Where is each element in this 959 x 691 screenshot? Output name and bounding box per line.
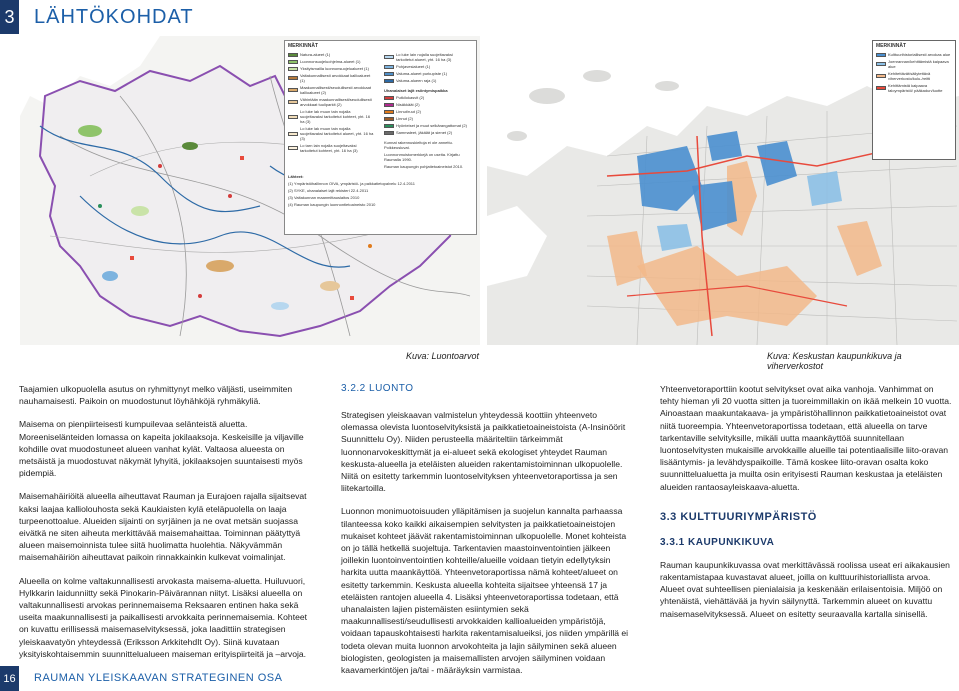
legend-sources-heading: Lähteet: <box>288 174 304 179</box>
legend-label: Kulttuurihistoriallisesti arvokas alue <box>888 52 951 57</box>
body-paragraph: Alueella on kolme valtakunnallisesti arvokasta maisema-aluetta. Huiluvuori, Hylkkarin laidunniitty sekä Pinokarin-Päivärannan niityt. Lisäksi alueella on valtakunnallisesti arvokas perinnemaisema Reksaaren entinen haka sekä useita maakunnallisesti ja paikallisesti arvokkaita perinnemaisemia. Kohteet on kuvattu erillisessä maisemaselvityksessä, joka laadittiin strategisen yleiskaavatyön yhteydessä (Eriksson ArkkitehdIt Oy). Siinä kuvataan yksityiskohtaisemmin suunnittelualueen maiseman erityispiirteitä ja –arvoja. <box>19 575 308 659</box>
legend-item <box>285 96 377 108</box>
legend-label: Pohjavesialueet (1) <box>396 64 431 69</box>
legend-column-b <box>381 51 473 170</box>
legend-note: Luonnonmuistomerkkejä on useita. Kirjattu Raumalla 1990. <box>384 152 460 162</box>
section-heading-luonto: 3.2.2 LUONTO <box>341 383 414 394</box>
legend-label: Yksityismailla luonnonsuojelualueet (1) <box>300 66 369 71</box>
legend-item <box>285 125 377 142</box>
legend-item <box>381 108 473 115</box>
chapter-title: LÄHTÖKOHDAT <box>34 6 194 28</box>
legend-item <box>873 82 955 94</box>
legend-item <box>381 94 473 101</box>
legend-note: Kunnat rakennuskieltoja ei ole annettu. Poikkeusluvat. <box>384 140 453 150</box>
legend-item <box>381 70 473 77</box>
legend-item <box>285 58 377 65</box>
legend-swatch <box>384 131 394 135</box>
legend-swatch <box>384 79 394 83</box>
legend-column-a <box>285 51 377 170</box>
legend-label: Joenrannan/kehittämistä kaipaava alue <box>888 59 949 69</box>
legend-swatch <box>384 96 394 100</box>
legend-item <box>285 108 377 125</box>
legend-item <box>285 142 377 154</box>
legend-swatch <box>288 88 298 92</box>
body-paragraph: Rauman kaupunkikuvassa ovat merkittävässä roolissa useat eri aikakausien rakentamistapaa kuvastavat alueet, joilla on kulttuurihistoriallista arvoa. Alueet ovat suhteellisen pienialaisia ja keskenään erilaisentoisia. Miljöö on yhtenäistä, viehättävää ja hyvin säilynyttä. Tarkemmin alueet on kuvattu maisemaselvityksessä. Alueet on esitetty seuraavalla kartalla sinisellä. <box>660 559 950 619</box>
legend-source: (1) Ympäristöhallinnon OIVA, ympäristö- ja paikkatietopalvelu 12.4.2011 <box>288 181 415 186</box>
body-paragraph: Strategisen yleiskaavan valmistelun yhteydessä koottiin yhteenveto olemassa olevista luontoselvityksistä ja paikkatietoaineistoista (A-Insinöörit Suunnittelu Oy). Niiden perusteella määriteltiin tärkeimmät luonnonarvokeskittymät ja ei-alueet sekä ekologiset yhteydet Rauman keskusta-alueella ja eteläisten alueiden rakentamistoiminnan ulkopuolelle. Niitä on esitetty tarkemmin luontoselvityksen yhteenvetoraportissa ja sen liitekartoilla. <box>341 410 626 494</box>
legend-item <box>873 58 955 70</box>
text-column-2 <box>341 383 631 687</box>
legend-label: Luonnonsuojeluohjelma-alueet (1) <box>300 59 361 64</box>
page-number: 16 <box>0 666 19 691</box>
legend-swatch <box>288 67 298 71</box>
legend-swatch <box>288 76 298 80</box>
legend-swatch <box>876 62 886 66</box>
legend-label: Lo luke lain nojalla suojeltavaksi tarkoitetut alueet, yht. 16 ha (3) <box>396 52 453 62</box>
legend-item <box>381 122 473 129</box>
legend-swatch <box>288 132 298 136</box>
cityscape-map-legend <box>872 40 956 160</box>
body-paragraph: Maisemahäiriöitä alueella aiheuttavat Rauman ja Eurajoen rajalla sijaitsevat kaksi laajaa kalliolouhosta sekä Kaukiaisten kylä eteläpuolella on laaja turpeenottoalue. Alueiden sijainti on syrjäinen ja ne ovat metsän suojassa eivätkä ne siten aiheuta merkittävää maisemahaittaa. Toiminnan päätyttyä alueen maisemoinnista tulee siitä huolimatta huolehtia. Näkyvämmän maisemahäiriön aiheuttavat paikoin rinnakkainkin kulkevat voimalinjat. <box>19 491 307 563</box>
cityscape-green-network-map <box>487 36 959 345</box>
body-paragraph: Taajamien ulkopuolella asutus on ryhmittynyt melko väljästi, useimmiten nauhamaisesti. Paikoin on muodostunut löyhähköjä ryhmäkyliä. <box>19 384 293 407</box>
section-heading-kulttuuriymparisto: 3.3 KULTTUURIYMPÄRISTÖ <box>660 510 817 523</box>
legend-item <box>381 77 473 84</box>
legend-label: Lo luke lak muun tain nojalla suojeltavaksi tarkoitetut alueet, yht. 16 ha (3) <box>300 126 374 141</box>
legend-swatch <box>288 115 298 119</box>
legend-item <box>285 72 377 84</box>
legend-item <box>285 51 377 58</box>
body-paragraph: Luonnon monimuotoisuuden ylläpitämisen ja suojelun kannalta parhaassa tilanteessa koko kaikki aikaisempien selvitysten ja paikkatietoaineistojen mukaiset kohteet jäävät rakentamistoiminnan ulkopuolelle. Monet kohteista on jo tällä hetkellä suojeltuja. Tarkentavien maastoinventointien jälkeen joillekin luontoinventointien kohteille/alueille voidaan tietyin edellytyksin harkita uutta maankäyttöä. Yhteenvetoraportissa nämä kohteet/alueet on esitetty tarkemmin. Keskusta alueella kohteita sijaitsee yhteensä 17 ja eteläisten rantojen alueella 4. Lisäksi yhteenvetoraportissa todetaan, että uhanalaisten lajien pistemäisten esiintymien sekä maakunnallisesti/seudullisesti arvokkaiden kallioalueiden ympäristöjä, voidaan tapauskohtaisesti harkita rakentamisalueiksi, jos niiden ympärillä ei todeta olevan muita luonnon arvokohteita ja lajin säilyminen sekä alueen biologisten, geologisten ja maisemallisten arvojen säilyminen voidaan kaavamerkintöjen ja/tai - määräyksin varmistaa. <box>341 506 629 676</box>
legend-source: (2) SYKE, uhanalaiset lajit rekisteri 22.4.2011 <box>288 188 369 193</box>
legend-title: MERKINNÄT <box>288 43 318 49</box>
legend-swatch <box>876 53 886 57</box>
legend-swatch <box>288 100 298 104</box>
nature-map-legend <box>284 40 477 235</box>
legend-item <box>873 70 955 82</box>
legend-label: Lo tarn lain nojalla suojeltavaksi tarkoitetut kohteet, yht. 16 ha (3) <box>300 143 358 153</box>
legend-label: Kehittämistä kaipaava taloympäristö/ pääkadun/luotte <box>888 83 943 93</box>
legend-swatch <box>876 86 886 90</box>
legend-note: Rauman kaupungin pohjatietoaineistot 2010. <box>384 164 464 169</box>
legend-swatch <box>288 146 298 150</box>
legend-label: Linnut (2) <box>396 116 413 121</box>
legend-label: Nisäkkäät (2) <box>396 102 420 107</box>
legend-swatch <box>876 74 886 78</box>
legend-title: MERKINNÄT <box>876 43 906 49</box>
right-map-caption: Kuva: Keskustan kaupunkikuva ja viherverkostot <box>767 351 902 371</box>
legend-swatch <box>384 103 394 107</box>
legend-label: Putkilokasvit (2) <box>396 95 425 100</box>
footer-title: RAUMAN YLEISKAAVAN STRATEGINEN OSA <box>34 672 283 684</box>
legend-item <box>381 63 473 70</box>
nature-values-map <box>20 36 480 345</box>
legend-label: Vähintään maakunnallisesti/seudullisesti arvokkaat tuuliparkit (2) <box>300 97 372 107</box>
legend-label: Hyönteiset ja muut selkärangattomat (2) <box>396 123 467 128</box>
legend-swatch <box>384 117 394 121</box>
legend-swatch <box>288 53 298 57</box>
legend-item <box>381 101 473 108</box>
chapter-number: 3 <box>0 0 19 34</box>
legend-item <box>873 51 955 58</box>
legend-swatch <box>384 124 394 128</box>
legend-item <box>285 65 377 72</box>
legend-source: (3) Valtakunnan maanmittauslaitos 2010 <box>288 195 360 200</box>
legend-item <box>285 84 377 96</box>
legend-heading-species: Uhanalaiset lajit esiintymispaikka <box>384 88 448 93</box>
legend-label: Valuma-alueen raja (1) <box>396 78 437 83</box>
legend-swatch <box>384 65 394 69</box>
legend-label: Maakunnallisesti/seudullisesti arvokkaat kallioalueet (2) <box>300 85 371 95</box>
legend-item <box>381 129 473 136</box>
left-map-caption: Kuva: Luontoarvot <box>406 351 480 361</box>
legend-swatch <box>288 60 298 64</box>
legend-label: Sammaleet, jäkälät ja sienet (2) <box>396 130 453 135</box>
legend-item <box>381 115 473 122</box>
text-column-1 <box>19 383 309 671</box>
body-paragraph: Yhteenvetoraporttiin kootut selvitykset ovat aika vanhoja. Vanhimmat on tehty hieman yli 20 vuotta sitten ja tuoreimmillakin on ikää melkein 10 vuotta. Ainoastaan maakuntakaava- ja ympäristöhallinnon paikkatietoaineistot ovat niitä tuoreempia. Yhteenvetoraportissa todetaan, että alueella on tarve tarkentaville selvityksille, mikäli uutta maankäyttöä suunnitellaan luontoselvitysten mukaisille arvokkaille alueille tai potentiaalisille liito-oravan lisääntymis- ja levähdyspaikoille. Tämä koskee liito-oravan osalta koko suunnittelualuetta ja muilta osin erityisesti Rauman keskustaa ja eteläisten alueiden rantaosayleiskaava-aluetta. <box>660 384 952 492</box>
subsection-heading-kaupunkikuva: 3.3.1 KAUPUNKIKUVA <box>660 536 775 548</box>
legend-label: Valtakunnallisesti arvokkaat kallioalueet (1) <box>300 73 371 83</box>
legend-item <box>381 51 473 63</box>
legend-label: Natura-alueet (1) <box>300 52 331 57</box>
legend-label: Kehitettävät/säilytettävä viherverkosto/kulu-/reitti <box>888 71 931 81</box>
legend-swatch <box>384 55 394 59</box>
body-paragraph: Maisema on pienpiirteisesti kumpuilevaa selänteistä aluetta. Moreeniselänteiden lomassa on kapeita jokilaaksoja. Keskeisille ja viljaville kohdille ovat muodostuneet alueen vanhat kylät. Valtaosa alueesta on metsäistä ja muodostuvat näkymät lyhyitä, jokilaaksojen suuntaisesti myös pidempiä. <box>19 419 304 479</box>
legend-swatch <box>384 72 394 76</box>
legend-label: Lo luke lak muun tain nojalla suojeltavaksi tarkoitetut kohteet, yht. 16 ha (3) <box>300 109 371 124</box>
text-column-3 <box>660 383 954 631</box>
legend-swatch <box>384 110 394 114</box>
legend-source: (4) Rauman kaupungin luonnontietoaineisto 2010 <box>288 202 376 207</box>
legend-label: Linnut/ruut (2) <box>396 109 421 114</box>
legend-label: Valuma-alueet purkupiste (1) <box>396 71 448 76</box>
